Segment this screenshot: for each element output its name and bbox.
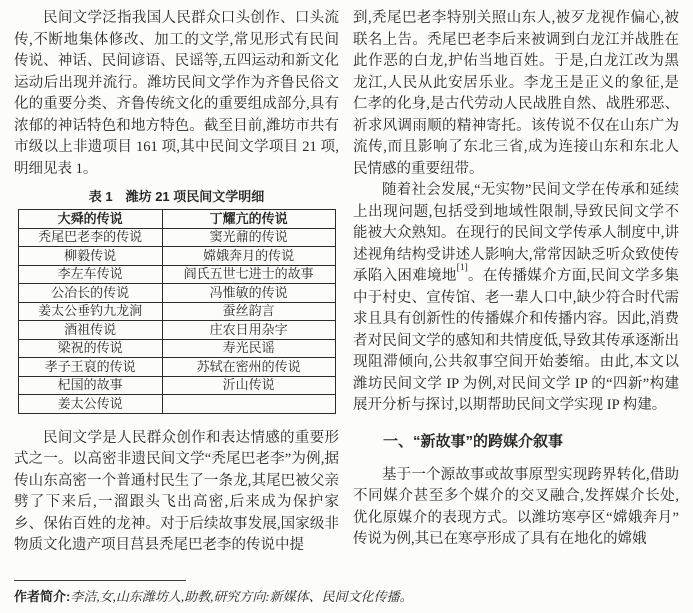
table-row <box>18 339 335 358</box>
table-cell: 杞国的故事 <box>18 376 162 395</box>
table-cell: 李左车传说 <box>18 265 162 284</box>
table-cell: 冯惟敏的传说 <box>162 284 335 303</box>
table-cell: 窦光鼐的传说 <box>162 228 335 247</box>
table-header-cell: 大舜的传说 <box>18 210 162 229</box>
table-cell: 秃尾巴老李的传说 <box>18 228 162 247</box>
table-row <box>18 358 335 377</box>
table-row <box>18 284 335 303</box>
problem-paragraph <box>353 180 679 417</box>
paragraph-text: 。在传播媒介方面,民间文学多集中于村史、宣传馆、老一辈人口中,缺少符合时代需求且具有创新性的传播媒介和传播内容。因此,消费者对民间文学的感知和共情度低,导致其传承逐渐出现阻滞倾向,公共叙事空间开始萎缩。由此,本文以潍坊民间文学 IP 为例,对民间文学 IP 的“四新”构建展开分析与探讨,以期帮助民间文学实现 IP 构建。 <box>353 268 680 413</box>
table-row <box>18 395 335 414</box>
section-paragraph: 基于一个源故事或故事原型实现跨界转化,借助不同媒介甚至多个媒介的交叉融合,发挥媒介长处,优化原媒介的表现方式。以潍坊寒亭区“嫦娥奔月”传说为例,其已在寒亭形成了具有在地化的嫦娥 <box>353 466 679 547</box>
table-cell: 嫦娥奔月的传说 <box>162 247 335 266</box>
table-row <box>18 247 335 266</box>
table-row <box>18 302 335 321</box>
table-header-cell: 丁耀亢的传说 <box>162 210 335 229</box>
table-row <box>18 321 335 340</box>
table-cell: 苏轼在密州的传说 <box>162 358 335 377</box>
table-cell: 酒祖传说 <box>18 321 162 340</box>
table-cell <box>162 395 335 414</box>
right-column <box>353 8 679 557</box>
footnote-divider <box>14 580 186 581</box>
table-header-row <box>18 210 335 229</box>
table-cell: 孝子王裒的传说 <box>18 358 162 377</box>
intro-paragraph: 民间文学泛指我国人民群众口头创作、口头流传,不断地集体修改、加工的文学,常见形式有民间传说、神话、民间谚语、民谣等,五四运动和新文化运动后出现并流行。潍坊民间文学作为齐鲁民俗文化的重要分类、齐鲁传统文化的重要组成部分,具有浓郁的神话特色和地方特色。截至目前,潍坊市共有市级以上非遗项目 161 项,其中民间文学项目 21 项,明细见表 1。 <box>14 10 339 177</box>
table-cell: 寿光民谣 <box>162 339 335 358</box>
continuation-paragraph: 到,秃尾巴老李特别关照山东人,被歹龙视作偏心,被联名上告。秃尾巴老李后来被调到白龙江并战胜在此作恶的白龙,护佑当地百姓。于是,白龙江改为黑龙江,人民从此安居乐业。李龙王是正义的象征,是仁孝的化身,是古代劳动人民战胜自然、战胜邪恶、祈求风调雨顺的精神寄托。该传说不仅在山东广为流传,而且影响了东北三省,成为连接山东和东北人民情感的重要纽带。 <box>353 10 679 177</box>
folk-literature-table <box>18 209 336 414</box>
table-cell: 姜太公垂钓九龙涧 <box>18 302 162 321</box>
author-bio-text: 李洁,女,山东潍坊人,助教,研究方向:新媒体、民间文化传播。 <box>70 589 413 604</box>
table-row <box>18 265 335 284</box>
two-column-layout <box>14 8 681 557</box>
author-footnote <box>14 580 681 605</box>
author-bio <box>14 588 681 605</box>
table-caption: 表 1 潍坊 21 项民间文学明细 <box>88 189 265 204</box>
table-row <box>18 376 335 395</box>
table-cell: 庄农日用杂字 <box>162 321 335 340</box>
table-cell: 梁祝的传说 <box>18 339 162 358</box>
author-bio-label: 作者简介: <box>14 589 71 604</box>
table-cell: 公冶长的传说 <box>18 284 162 303</box>
table-cell: 柳毅传说 <box>18 247 162 266</box>
left-column <box>14 8 339 557</box>
citation-marker: [1] <box>456 262 468 273</box>
example-paragraph: 民间文学是人民群众创作和表达情感的重要形式之一。以高密非遗民间文学“秃尾巴老李”为例,据传山东高密一个普通村民生了一条龙,其尾巴被父亲劈了下来后,一溜跟头飞出高密,后来成为保护家乡、保佑百姓的龙神。对于后续故事发展,国家级非物质文化遗产项目莒县秃尾巴老李的传说中提 <box>14 429 339 553</box>
table-cell: 阎氏五世七进士的故事 <box>162 265 335 284</box>
table-cell: 姜太公传说 <box>18 395 162 414</box>
section-heading: 一、“新故事”的跨媒介叙事 <box>383 432 564 450</box>
table-cell: 沂山传说 <box>162 376 335 395</box>
table-cell: 蚕丝韵言 <box>162 302 335 321</box>
table-row <box>18 228 335 247</box>
paragraph-text: 随着社会发展,“无实物”民间文学在传承和延续上出现问题,包括受到地域性限制,导致民间文学不能被大众熟知。在现行的民间文学传承人制度中,讲述视角结构受讲述人影响大,常常因缺乏听众致使传承陷入困难境地 <box>353 182 679 284</box>
